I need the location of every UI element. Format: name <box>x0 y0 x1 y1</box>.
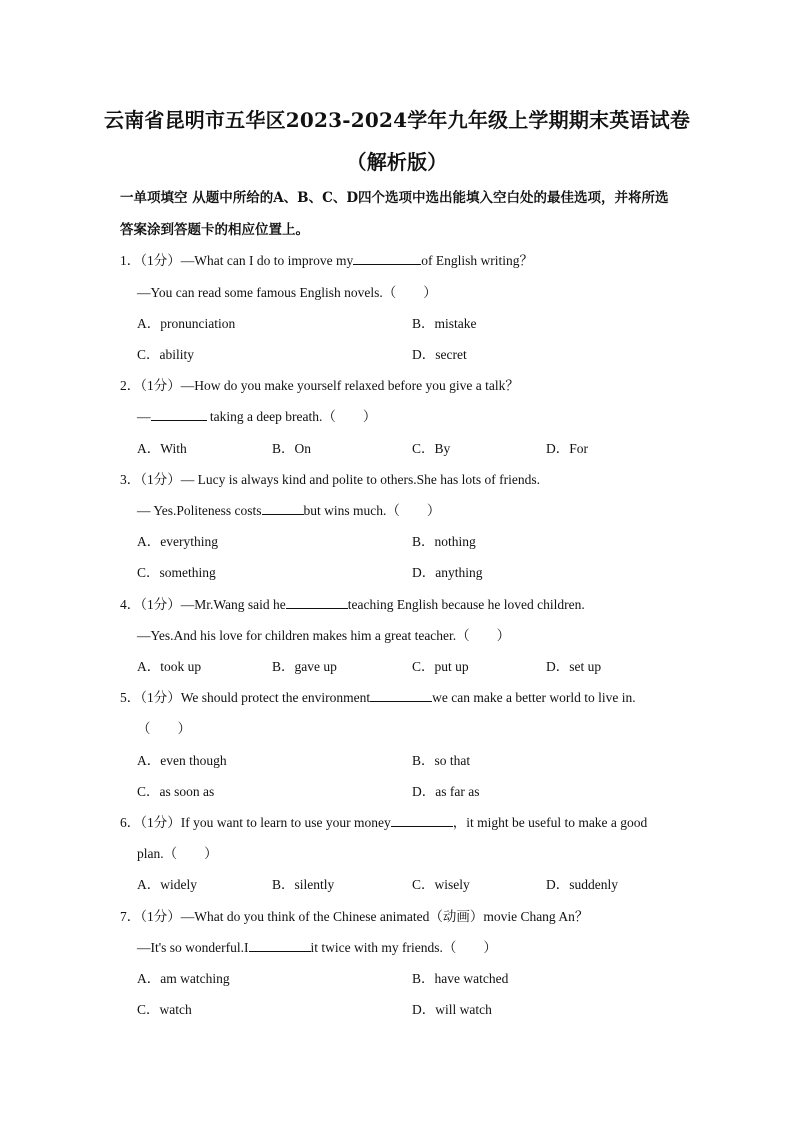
question-text: We should protect the environment <box>180 690 371 705</box>
answer-blank <box>286 596 348 609</box>
response-text: taking a deep breath.（ ） <box>206 409 377 424</box>
question-text: we can make a better world to live in. <box>432 690 636 705</box>
response-text: but wins much.（ ） <box>303 503 441 518</box>
option-b[interactable]: B．nothing <box>412 534 476 549</box>
question-text: —How do you make yourself relaxed before you give a talk？ <box>180 378 519 393</box>
answer-blank <box>391 814 453 827</box>
question-1 <box>120 249 533 269</box>
question-7 <box>120 905 588 925</box>
option-a[interactable]: A．pronunciation <box>137 316 236 331</box>
question-text: ，it might be useful to make a good <box>452 815 648 830</box>
question-5-paren: （ ） <box>137 721 191 736</box>
question-7-response <box>137 936 497 956</box>
question-number: 6．（1分） <box>120 815 181 830</box>
exam-title: 云南省昆明市五华区2023-2024学年九年级上学期期末英语试卷 <box>103 108 691 132</box>
answer-blank <box>249 939 311 952</box>
question-number: 3．（1分） <box>120 472 181 487</box>
question-number: 5．（1分） <box>120 690 181 705</box>
question-text: teaching English because he loved children. <box>347 597 585 612</box>
question-1-response: —You can read some famous English novels.（ ） <box>137 285 437 300</box>
section-instructions: 一单项填空 从题中所给的A、B、C、D四个选项中选出能填入空白处的最佳选项，并将所选答案涂到答题卡的相应位置上。 <box>120 190 669 238</box>
option-a[interactable]: A．everything <box>137 534 218 549</box>
option-b[interactable]: B．mistake <box>412 316 477 331</box>
option-d[interactable]: D．as far as <box>412 784 480 799</box>
option-d[interactable]: D．set up <box>546 659 602 674</box>
option-d[interactable]: D．will watch <box>412 1002 492 1017</box>
response-text: —It's so wonderful.I <box>137 940 249 955</box>
response-text: — Yes.Politeness costs <box>137 503 262 518</box>
option-b[interactable]: B．have watched <box>412 971 509 986</box>
option-a[interactable]: A．took up <box>137 659 202 674</box>
response-text: it twice with my friends.（ ） <box>310 940 497 955</box>
exam-subtitle: （解析版） <box>346 150 448 174</box>
answer-blank <box>262 502 304 515</box>
option-c[interactable]: C．ability <box>137 347 194 362</box>
question-text: —What can I do to improve my <box>180 253 354 268</box>
option-d[interactable]: D．anything <box>412 565 483 580</box>
question-number: 7．（1分） <box>120 909 181 924</box>
question-text: —Mr.Wang said he <box>180 597 286 612</box>
option-d[interactable]: D．suddenly <box>546 877 618 892</box>
option-c[interactable]: C．wisely <box>412 877 470 892</box>
option-a[interactable]: A．With <box>137 441 187 456</box>
question-6 <box>120 811 647 831</box>
question-3-response <box>137 499 440 519</box>
question-number: 2．（1分） <box>120 378 181 393</box>
response-text: — <box>137 409 151 424</box>
question-4-response: —Yes.And his love for children makes him a great teacher.（ ） <box>137 628 511 643</box>
option-b[interactable]: B．On <box>272 441 312 456</box>
question-number: 1．（1分） <box>120 253 181 268</box>
question-text: —What do you think of the Chinese animated（动画）movie Chang An？ <box>180 909 589 924</box>
option-a[interactable]: A．am watching <box>137 971 230 986</box>
answer-blank <box>353 252 421 265</box>
question-text: — Lucy is always kind and polite to others.She has lots of friends. <box>180 472 540 487</box>
question-2 <box>120 374 519 394</box>
option-c[interactable]: C．By <box>412 441 451 456</box>
option-c[interactable]: C．as soon as <box>137 784 215 799</box>
option-a[interactable]: A．even though <box>137 753 227 768</box>
option-c[interactable]: C．something <box>137 565 216 580</box>
option-b[interactable]: B．silently <box>272 877 335 892</box>
option-b[interactable]: B．gave up <box>272 659 337 674</box>
question-text: of English writing？ <box>421 253 533 268</box>
question-text: If you want to learn to use your money <box>180 815 391 830</box>
question-6-continuation: plan.（ ） <box>137 846 218 861</box>
option-d[interactable]: D．secret <box>412 347 467 362</box>
question-5 <box>120 686 636 706</box>
option-c[interactable]: C．put up <box>412 659 469 674</box>
question-3 <box>120 468 540 488</box>
option-c[interactable]: C．watch <box>137 1002 192 1017</box>
answer-blank <box>151 408 207 421</box>
question-4 <box>120 593 585 613</box>
question-2-response <box>137 405 376 425</box>
option-a[interactable]: A．widely <box>137 877 197 892</box>
option-d[interactable]: D．For <box>546 441 589 456</box>
question-number: 4．（1分） <box>120 597 181 612</box>
option-b[interactable]: B．so that <box>412 753 471 768</box>
answer-blank <box>370 689 432 702</box>
